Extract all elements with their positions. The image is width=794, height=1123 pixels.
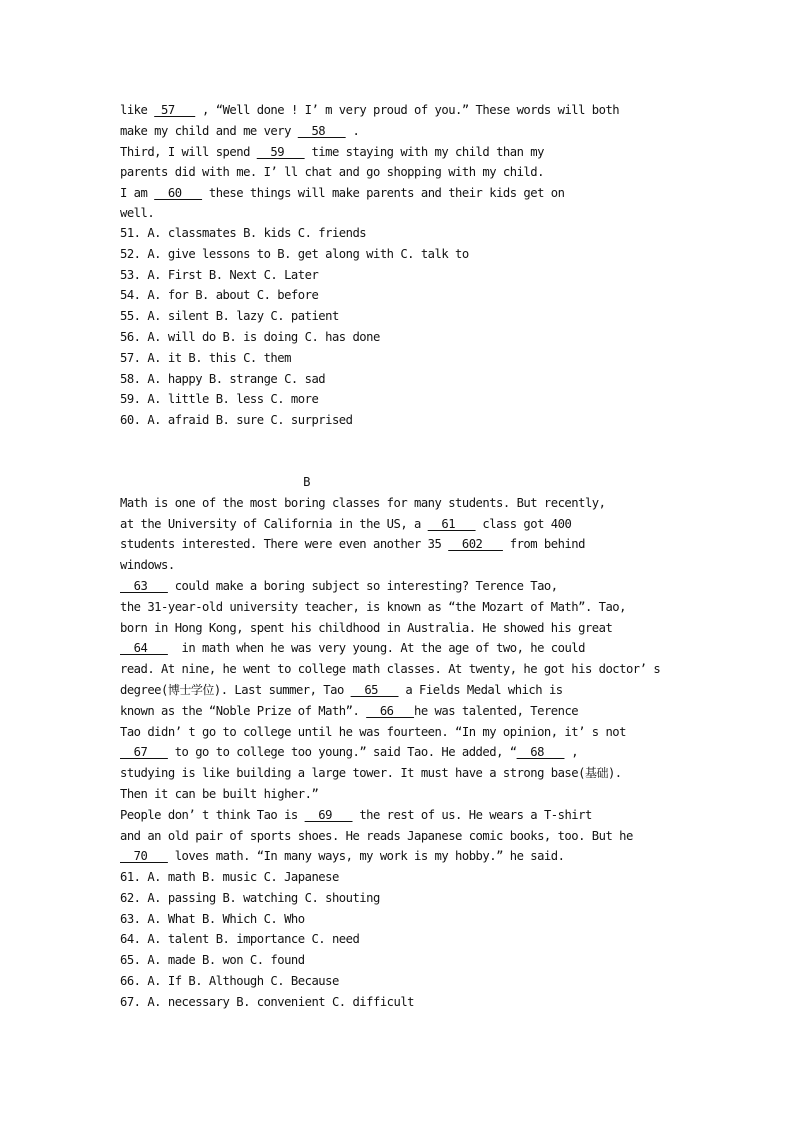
passage-line: Tao didn’ t go to college until he was fourteen. “In my opinion, it’ s not	[120, 724, 626, 739]
passage-line: parents did with me. I’ ll chat and go shopping with my child.	[120, 165, 544, 180]
passage-line: Third, I will spend 59 time staying with my child than my	[120, 144, 544, 159]
question-item: 51. A. classmates B. kids C. friends	[120, 225, 367, 240]
answer-blank-65: 65	[350, 682, 399, 697]
answer-blank-61: 61	[427, 516, 476, 531]
passage-line: born in Hong Kong, spent his childhood in Australia. He showed his great	[120, 620, 613, 635]
question-item: 54. A. for B. about C. before	[120, 288, 319, 303]
passage-line: studying is like building a large tower. It must have a strong base(基础).	[120, 766, 622, 781]
passage-line: make my child and me very 58 .	[120, 123, 360, 138]
answer-blank-60: 60	[154, 186, 203, 201]
passage-line: known as the “Noble Prize of Math”. 66 he was talented, Terence	[120, 703, 579, 718]
question-item: 58. A. happy B. strange C. sad	[120, 371, 326, 386]
answer-blank-67: 67	[120, 745, 168, 760]
question-item: 63. A. What B. Which C. Who	[120, 911, 305, 926]
question-item: 62. A. passing B. watching C. shouting	[120, 890, 380, 905]
section-heading: B	[303, 474, 310, 489]
question-item: 66. A. If B. Although C. Because	[120, 974, 339, 989]
question-item: 65. A. made B. won C. found	[120, 953, 305, 968]
passage-line: degree(博士学位). Last summer, Tao 65 a Fields Medal which is	[120, 682, 563, 697]
passage-line: windows.	[120, 558, 175, 573]
passage-line: I am 60 these things will make parents and their kids get on	[120, 186, 565, 201]
passage-line: 70 loves math. “In many ways, my work is my hobby.” he said.	[120, 849, 565, 864]
answer-blank-64: 64	[120, 641, 168, 656]
question-item: 64. A. talent B. importance C. need	[120, 932, 360, 947]
answer-blank-70: 70	[120, 849, 168, 864]
passage-line: Math is one of the most boring classes for many students. But recently,	[120, 495, 606, 510]
question-item: 60. A. afraid B. sure C. surprised	[120, 413, 353, 428]
answer-blank-68: 68	[516, 745, 565, 760]
answer-blank-58: 58	[297, 123, 346, 138]
passage-line: the 31-year-old university teacher, is known as “the Mozart of Math”. Tao,	[120, 599, 626, 614]
passage-line: like 57 , “Well done ! I’ m very proud of you.” These words will both	[120, 103, 620, 117]
answer-blank-69: 69	[304, 807, 353, 822]
passage-line: read. At nine, he went to college math classes. At twenty, he got his doctor’ s	[120, 662, 661, 677]
passage-line: and an old pair of sports shoes. He reads Japanese comic books, too. But he	[120, 828, 633, 843]
answer-blank-59: 59	[256, 144, 305, 159]
question-item: 55. A. silent B. lazy C. patient	[120, 309, 339, 324]
question-item: 61. A. math B. music C. Japanese	[120, 870, 339, 885]
answer-blank-66: 66	[366, 703, 415, 718]
question-item: 52. A. give lessons to B. get along with C. talk to	[120, 246, 469, 261]
question-item: 56. A. will do B. is doing C. has done	[120, 329, 380, 344]
section-gap	[120, 431, 700, 472]
passage-line: People don’ t think Tao is 69 the rest of us. He wears a T-shirt	[120, 807, 592, 822]
passage-line: 67 to go to college too young.” said Tao. He added, “ 68 ,	[120, 745, 579, 760]
answer-blank-57: 57	[154, 103, 196, 117]
question-item: 53. A. First B. Next C. Later	[120, 267, 319, 282]
answer-blank-63: 63	[120, 578, 168, 593]
passage-line: at the University of California in the US, a 61 class got 400	[120, 516, 572, 531]
passage-line: Then it can be built higher.”	[120, 786, 319, 801]
answer-blank-62: 602	[448, 537, 503, 552]
question-item: 57. A. it B. this C. them	[120, 350, 291, 365]
passage-line: well.	[120, 205, 155, 220]
question-item: 59. A. little B. less C. more	[120, 392, 319, 407]
passage-line: 63 could make a boring subject so interesting? Terence Tao,	[120, 578, 558, 593]
exam-page	[120, 100, 700, 1013]
passage-line: students interested. There were even another 35 602 from behind	[120, 537, 585, 552]
question-item: 67. A. necessary B. convenient C. difficult	[120, 994, 415, 1009]
passage-line: 64 in math when he was very young. At the age of two, he could	[120, 641, 585, 656]
